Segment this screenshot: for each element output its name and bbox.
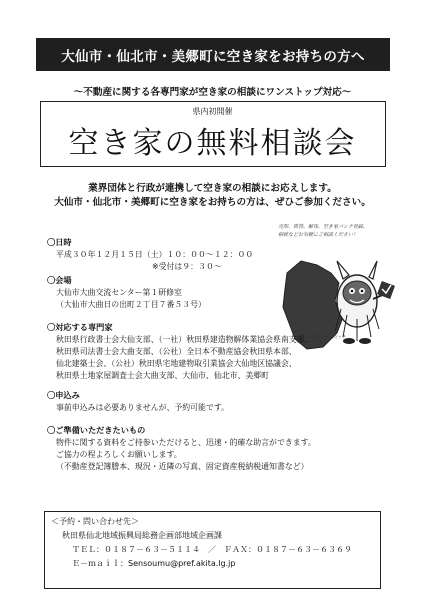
mascot-copyright: ©2013秋田県んだッチ: [302, 334, 347, 339]
experts-line: 秋田県行政書士会大仙支部、（一社）秋田県建造物解体業協会県南支部、: [56, 335, 313, 344]
experts-line: 秋田県土地家屋調査士会大曲支部、大仙市、仙北市、美郷町: [56, 371, 270, 380]
apply-heading: 〇申込み: [47, 390, 80, 400]
page-title: 空き家の無料相談会: [68, 126, 357, 161]
experts-line: 仙北建築士会、（公社）秋田県宅地建物取引業協会大仙地区協議会、: [56, 359, 297, 368]
venue-address: （大仙市大曲日の出町２丁目７番５３号）: [56, 300, 206, 309]
venue-name: 大仙市大曲交流センター第１研修室: [56, 288, 182, 297]
subtitle: ～不動産に関する各専門家が空き家の相談にワンストップ対応～: [73, 87, 352, 98]
intro-line: 業界団体と行政が連携して空き家の相談にお応えします。: [88, 183, 337, 194]
contact-email: Ｅ－ｍａｉｌ：Sensoumu@pref.akita.lg.jp: [72, 559, 236, 568]
prepare-line: （不動産登記簿謄本、現況・近隣の写真、固定資産税納税通知書など）: [56, 462, 309, 471]
contact-org: 秋田県仙北地域振興局総務企画部地域企画課: [62, 531, 222, 540]
prepare-line: ご協力の程よろしくお願いします。: [56, 450, 182, 459]
date-line: 平成３０年１２月１５日（土）１０：００～１２：００: [56, 250, 254, 259]
prepare-heading: 〇ご準備いただきたいもの: [47, 425, 146, 435]
bubble-line: 相続などお気軽にご相談ください！: [278, 231, 359, 238]
header-banner: 大仙市・仙北市・美郷町に空き家をお持ちの方へ: [36, 38, 390, 71]
experts-heading: 〇対応する専門家: [47, 322, 113, 332]
pretitle: 県内初開催: [192, 107, 233, 116]
intro-text: [0, 182, 425, 209]
contact-heading: ＜予約・問い合わせ先＞: [51, 517, 139, 526]
reception-time: ※受付は９：３０～: [152, 262, 222, 271]
bubble-line: 売却、賃貸、解体、空き家バンク登録、: [278, 224, 368, 230]
mascot-speech-bubble: [278, 224, 406, 239]
intro-line: 大仙市・仙北市・美郷町に空き家をお持ちの方は、ぜひご参加ください。: [54, 196, 371, 208]
date-heading: 〇日時: [47, 237, 72, 247]
venue-heading: 〇会場: [47, 275, 72, 285]
experts-line: 秋田県司法書士会大曲支部、（公社）全日本不動産協会秋田県本部、: [56, 347, 297, 356]
prepare-line: 物件に関する資料をご持参いただけると、迅速・的確な助言ができます。: [56, 438, 316, 447]
apply-line: 事前申込みは必要ありませんが、予約可能です。: [56, 403, 229, 412]
contact-tel-fax: ＴＥＬ：０１８７－６３－５１１４ ／ ＦＡＸ：０１８７－６３－６３６９: [72, 545, 352, 554]
